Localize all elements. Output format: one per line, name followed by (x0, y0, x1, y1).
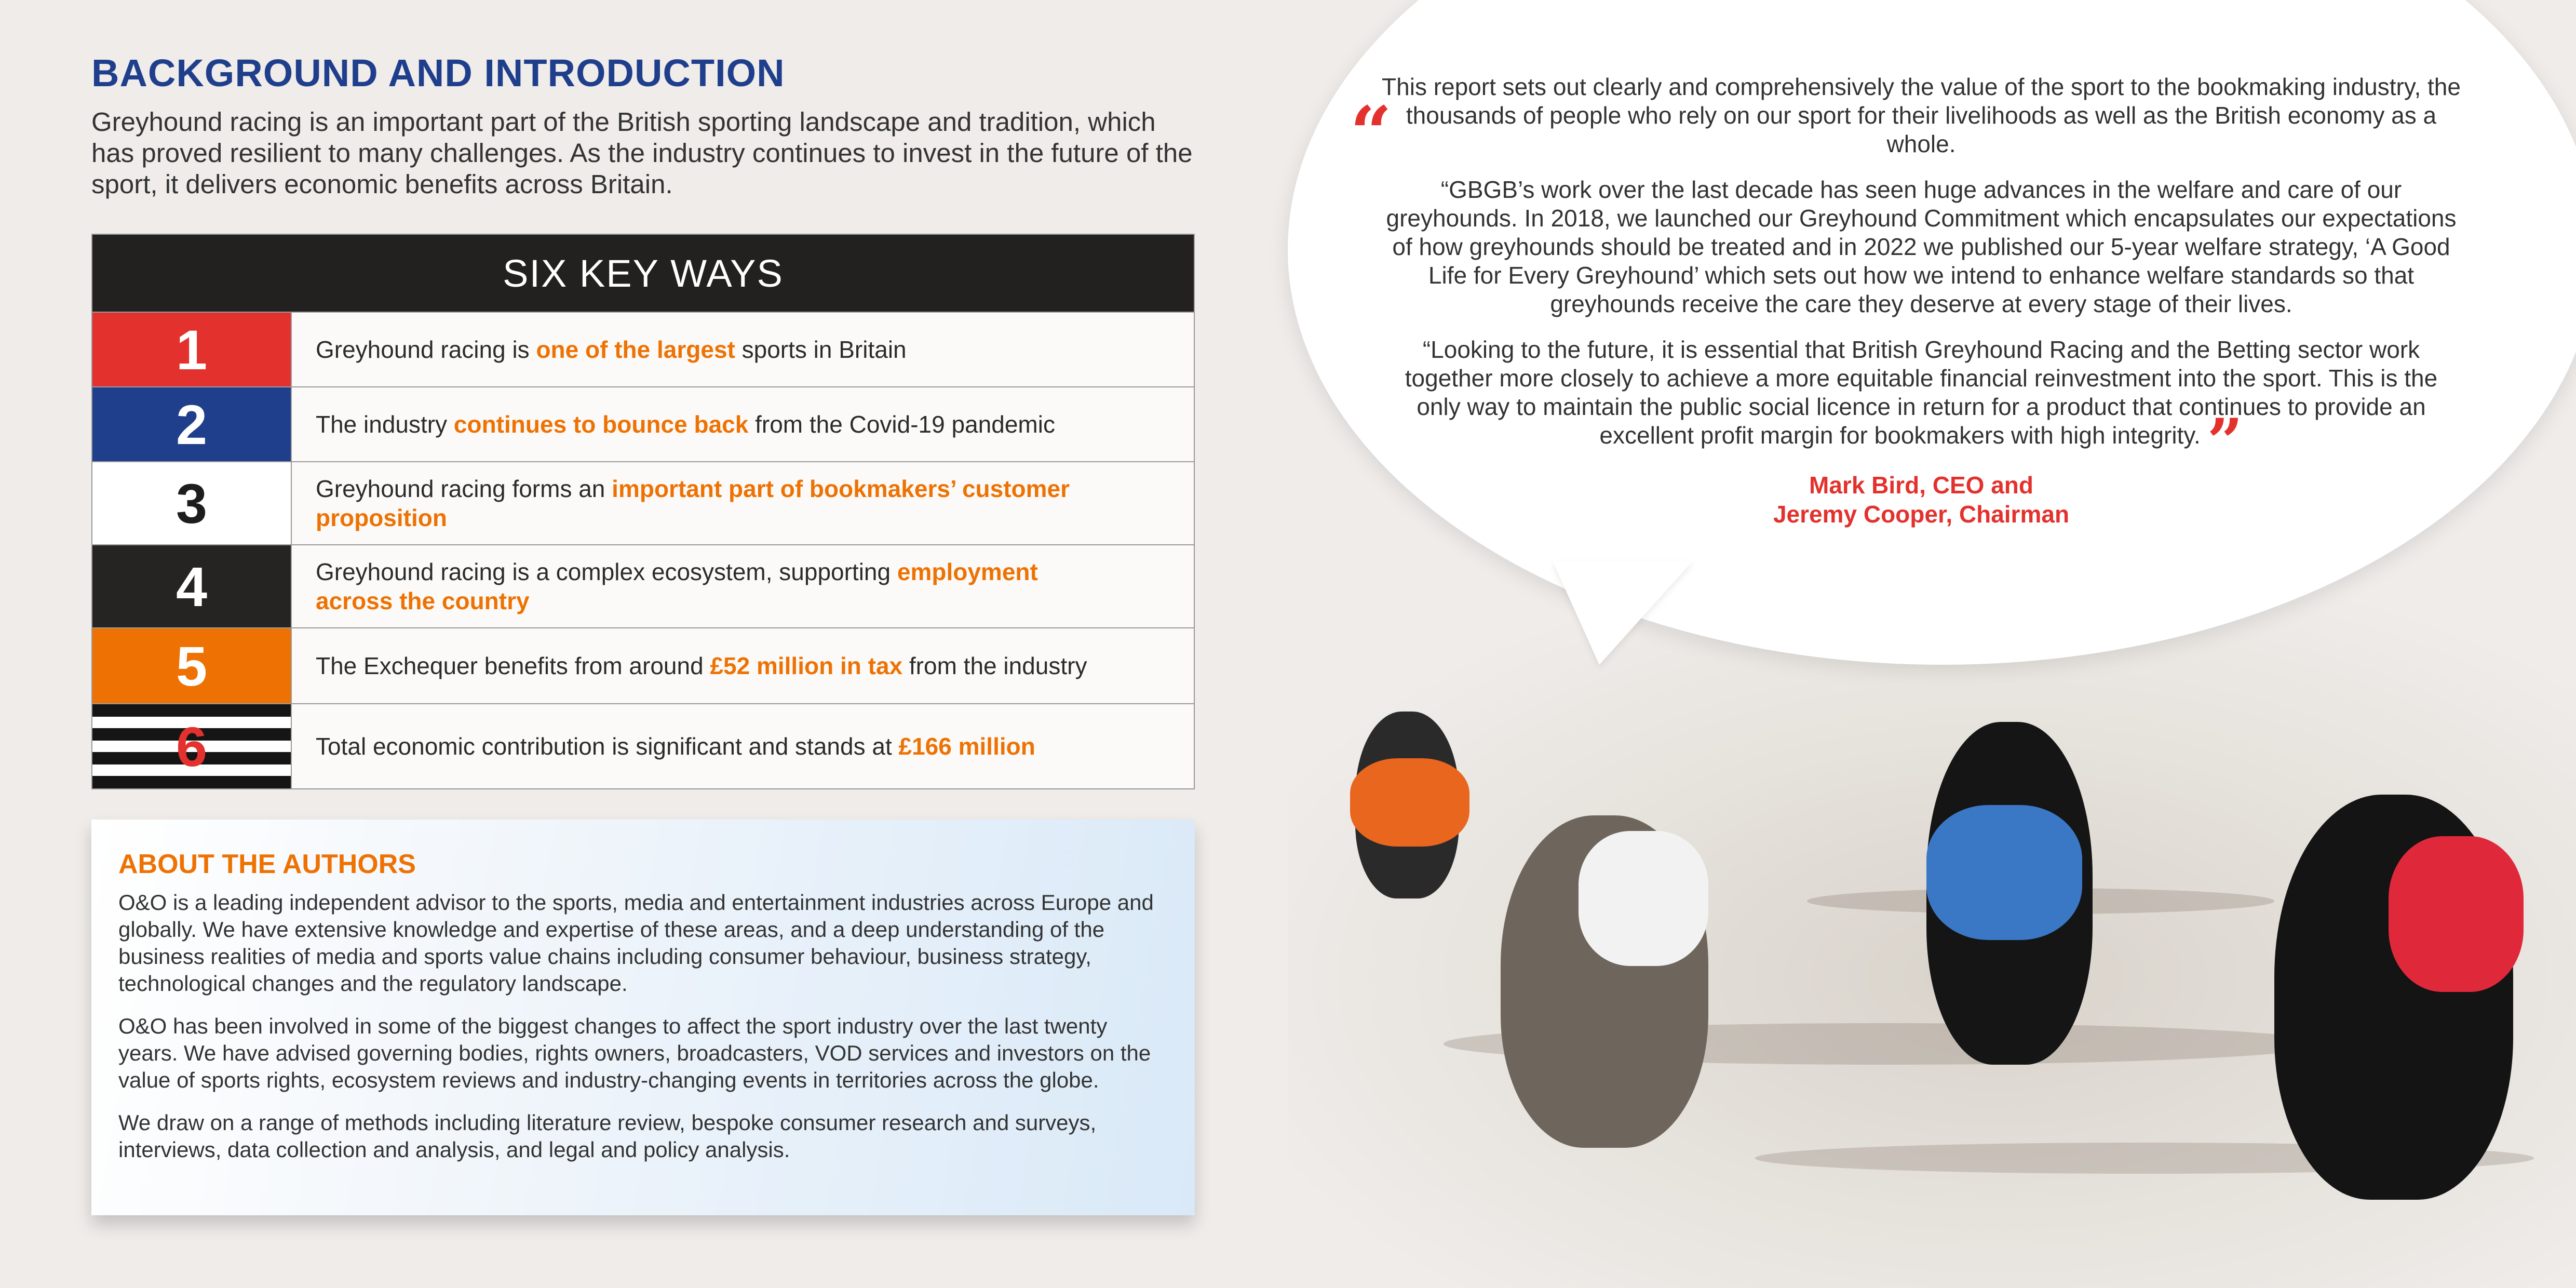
key-way-row-6 (92, 703, 1194, 788)
greyhound-racing-photo (1288, 597, 2576, 1288)
quote-paragraph: “GBGB’s work over the last decade has seen huge advances in the welfare and care of our greyhounds. In 2018, we launched our Greyhound Commitment which encapsulates our expectations of how greyhounds should be treated and in 2022 we published our 5-year welfare strategy, ‘A Good Life for Every Greyhound’ which sets out how we intend to enhance welfare standards so that greyhounds receive the care they deserve at every stage of their lives. (1386, 176, 2457, 317)
key-way-number: 1 (92, 313, 292, 386)
key-way-number: 2 (92, 387, 292, 461)
about-authors-title: ABOUT THE AUTHORS (118, 849, 416, 879)
six-key-ways-title: SIX KEY WAYS (92, 235, 1194, 312)
key-way-number: 3 (92, 462, 292, 544)
greyhound-blue-vest (1890, 722, 2129, 1085)
quote-author: Mark Bird, CEO and Jeremy Cooper, Chairman (1773, 472, 2070, 528)
speech-bubble-tail (1553, 561, 1693, 665)
key-way-text: The Exchequer benefits from around £52 million in tax from the industry (316, 652, 1087, 679)
page-heading: BACKGROUND AND INTRODUCTION (91, 51, 785, 95)
quote-paragraph: “Looking to the future, it is essential that British Greyhound Racing and the Betting sector work together more closely to achieve a more equitable financial reinvestment into the sport. This is the only way to maintain the public social licence in return for a product that continues to provide an excellent profit margin for bookmakers with high integrity. ” (1405, 336, 2438, 478)
key-way-number: 5 (92, 628, 292, 703)
key-way-row-5 (92, 627, 1194, 703)
key-way-text: Total economic contribution is significant and stands at £166 million (316, 733, 1035, 760)
key-way-number: 6 (92, 704, 292, 788)
greyhound-white-vest (1459, 815, 1750, 1169)
quote-paragraph: This report sets out clearly and comprehensively the value of the sport to the bookmaking industry, the thousands of people who rely on our sport for their livelihoods as well as the British economy as a whole. (1382, 73, 2461, 157)
ceo-quote (1381, 73, 2461, 529)
key-way-text: Greyhound racing is a complex ecosystem, supporting employment across the country (316, 558, 1038, 614)
key-way-text: Greyhound racing is one of the largest sports in Britain (316, 336, 907, 363)
greyhound-red-vest (2243, 795, 2555, 1220)
key-way-row-1 (92, 312, 1194, 386)
key-way-number: 4 (92, 545, 292, 627)
key-way-row-3 (92, 461, 1194, 544)
open-quote-icon: “ (1350, 91, 1392, 176)
key-way-text: The industry continues to bounce back from the Covid-19 pandemic (316, 411, 1055, 438)
about-authors-box (91, 820, 1195, 1215)
key-way-row-4 (92, 544, 1194, 627)
intro-paragraph: Greyhound racing is an important part of the British sporting landscape and tradition, which has proved resilient to many challenges. As the industry continues to invest in the future of the sport, it delivers economic benefits across Britain. (91, 107, 1193, 199)
six-key-ways-table (91, 234, 1195, 789)
key-way-row-2 (92, 386, 1194, 461)
close-quote-icon: ” (2207, 405, 2243, 478)
about-authors-paragraph: O&O is a leading independent advisor to the sports, media and entertainment industries across Europe and globally. We have extensive knowledge and expertise of these areas, and a deep understanding of the business realities of media and sports value chains including consumer behaviour, business strategy, technological changes and the regulatory landscape. (118, 890, 1154, 996)
key-way-text: Greyhound racing forms an important part of bookmakers’ customer proposition (316, 475, 1070, 531)
about-authors-paragraph: We draw on a range of methods including literature review, bespoke consumer research and surveys, interviews, data collection and analysis, and legal and policy analysis. (118, 1110, 1097, 1162)
about-authors-paragraph: O&O has been involved in some of the biggest changes to affect the sport industry over the last twenty years. We have advised governing bodies, rights owners, broadcasters, VOD services and investors on the value of sports rights, ecosystem reviews and industry-changing events in territories across the globe. (118, 1014, 1151, 1092)
